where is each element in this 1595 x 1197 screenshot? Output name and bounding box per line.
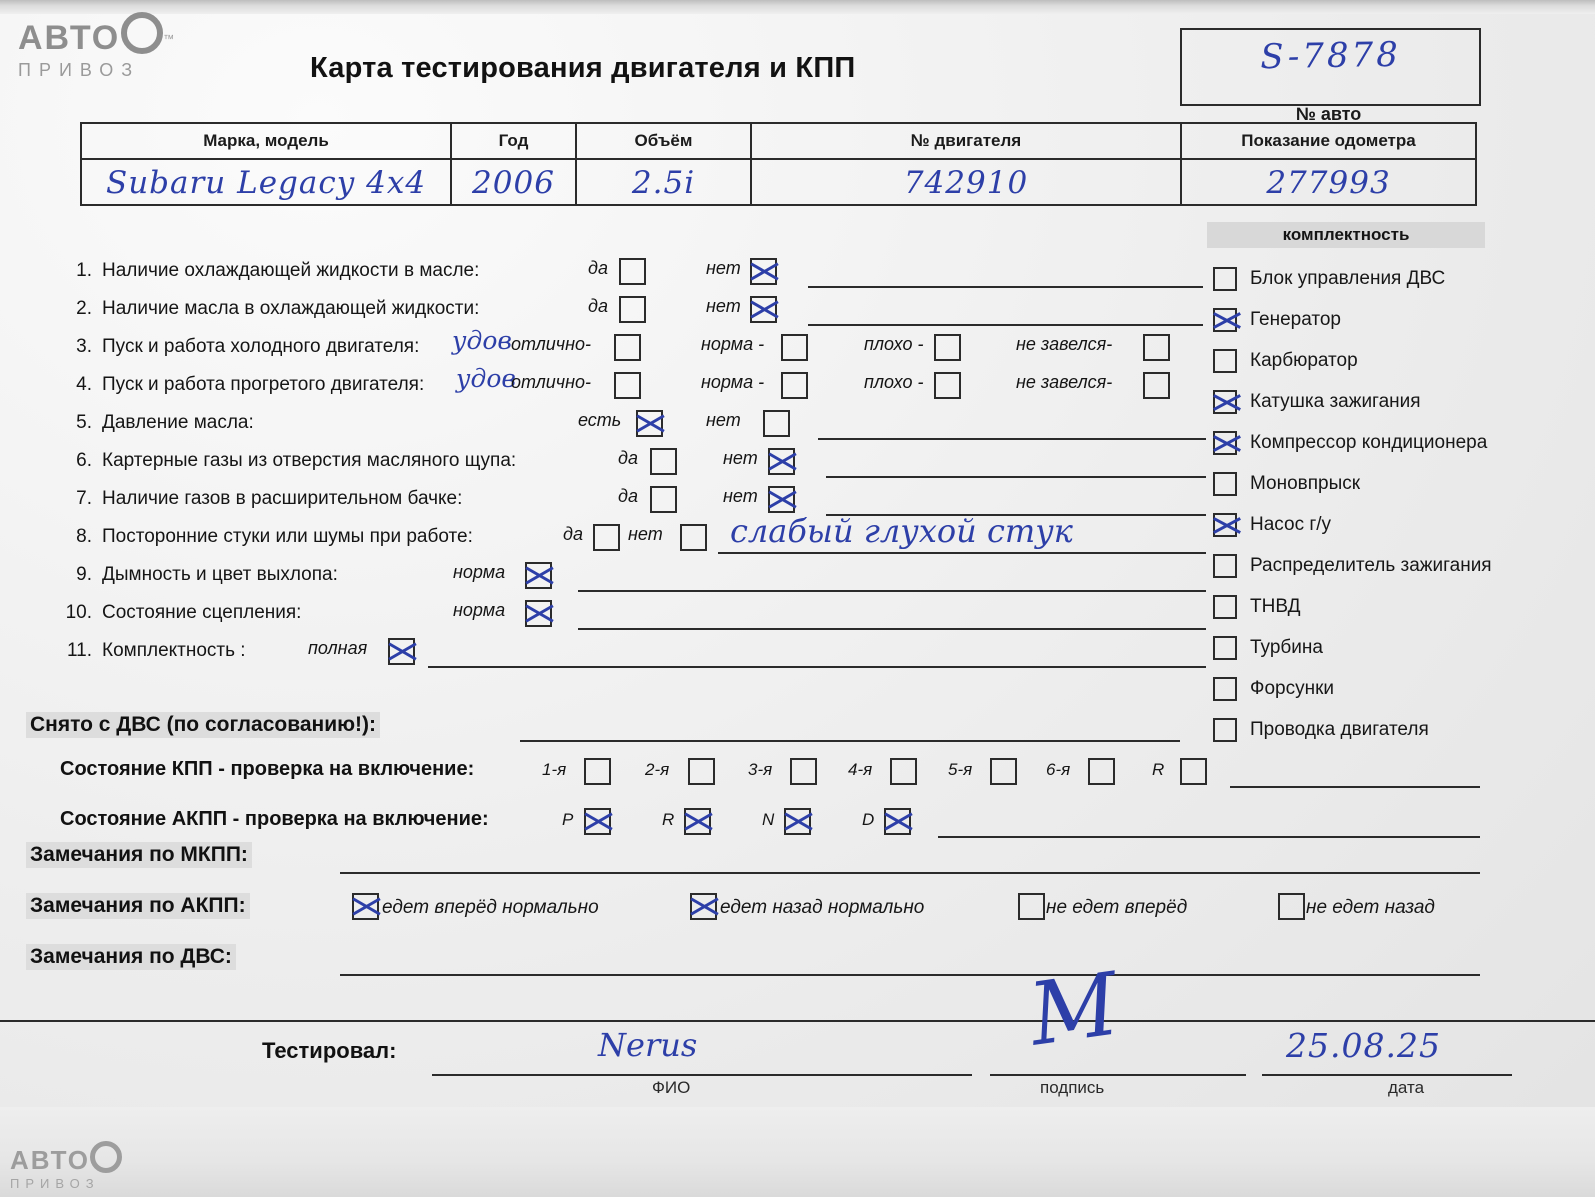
- date-value: 25.08.25: [1286, 1026, 1441, 1065]
- checkbox-4-ne-zavelsya[interactable]: [1143, 372, 1170, 399]
- list-item[interactable]: [1213, 627, 1543, 668]
- option-label-7-net: нет: [723, 486, 758, 506]
- option-label-3-plokho: плохо -: [864, 334, 924, 354]
- fio-caption: ФИО: [652, 1078, 691, 1097]
- checkbox-1-da[interactable]: [619, 258, 646, 285]
- checkbox-6-da[interactable]: [650, 448, 677, 475]
- auto-number-value: S-7878: [1259, 34, 1402, 78]
- line-8: [718, 552, 1206, 554]
- option-label-5-est: есть: [578, 410, 622, 430]
- date-caption: дата: [1388, 1078, 1425, 1097]
- item-row-6: [58, 446, 1208, 484]
- option-label-3-ne-zavelsya: не завелся-: [1016, 334, 1113, 354]
- item-number-8: 8.: [76, 526, 92, 547]
- checkbox-generator[interactable]: [1213, 308, 1237, 332]
- label-nasos-gu: Насос г/у: [1250, 513, 1332, 535]
- checkbox-raspredelitel-zazhiganiya[interactable]: [1213, 554, 1237, 578]
- remarks-mkpp-label: Замечания по МКПП:: [26, 842, 252, 868]
- item-number-5: 5.: [76, 412, 92, 433]
- item-row-10: [58, 598, 1208, 636]
- checkbox-blok-upravleniya-dvs[interactable]: [1213, 267, 1237, 291]
- label-generator: Генератор: [1250, 308, 1341, 330]
- label-drives-backward-ok: едет назад нормально: [720, 897, 925, 918]
- checkbox-4-otlichno[interactable]: [614, 372, 641, 399]
- checkbox-1-net[interactable]: [750, 258, 777, 285]
- checkbox-drives-backward-ok[interactable]: [690, 893, 717, 920]
- checkbox-no-backward[interactable]: [1278, 893, 1305, 920]
- list-item[interactable]: [1213, 340, 1543, 381]
- checkbox-9-norma[interactable]: [525, 562, 552, 589]
- item-number-2: 2.: [76, 298, 92, 319]
- gear-label-5: 5-я: [948, 760, 973, 779]
- gear-label-4: 4-я: [848, 760, 873, 779]
- checkbox-3-otlichno[interactable]: [614, 334, 641, 361]
- remarks-dvs-label: Замечания по ДВС:: [26, 944, 236, 970]
- item-number-7: 7.: [76, 488, 92, 509]
- item-question-3: Пуск и работа холодного двигателя:: [102, 336, 420, 357]
- checkbox-7-net[interactable]: [768, 486, 795, 513]
- checkbox-gear-2[interactable]: [688, 758, 715, 785]
- col-header-odometer: Показание одометра: [1182, 124, 1475, 160]
- option-label-6-da: да: [618, 448, 638, 468]
- checkbox-nasos-gu[interactable]: [1213, 513, 1237, 537]
- option-label-10-norma: норма: [453, 600, 506, 620]
- item-row-1: [58, 256, 1208, 294]
- col-header-make-model: Марка, модель: [82, 124, 452, 160]
- checkbox-gear-6[interactable]: [1088, 758, 1115, 785]
- list-item[interactable]: [1213, 504, 1543, 545]
- line-11: [428, 666, 1206, 668]
- label-blok-upravleniya-dvs: Блок управления ДВС: [1250, 267, 1446, 289]
- checkbox-gear-4[interactable]: [890, 758, 917, 785]
- item-row-4: [58, 364, 1208, 408]
- item-number-6: 6.: [76, 450, 92, 471]
- akpp-label-r: R: [662, 810, 675, 829]
- akpp-label-n: N: [762, 810, 775, 829]
- option-label-1-da: да: [588, 258, 608, 278]
- checkbox-gear-r[interactable]: [1180, 758, 1207, 785]
- item-number-10: 10.: [65, 602, 92, 623]
- list-item[interactable]: [1213, 258, 1543, 299]
- line-6: [826, 476, 1206, 478]
- item-question-2: Наличие масла в охлаждающей жидкости:: [102, 298, 480, 319]
- option-label-8-da: да: [563, 524, 583, 544]
- line-5: [818, 438, 1206, 440]
- auto-number-label: № авто: [1295, 104, 1362, 124]
- page-title: Карта тестирования двигателя и КПП: [310, 52, 856, 84]
- watermark-subbrand-top: ПРИВОЗ: [18, 60, 141, 80]
- inspection-items: [58, 256, 1208, 674]
- option-label-4-norma: норма -: [701, 372, 765, 392]
- label-monovprysk: Моновпрыск: [1250, 472, 1361, 494]
- signature-line: [990, 1074, 1246, 1076]
- watermark-logo-bottom: [10, 1141, 122, 1191]
- list-item[interactable]: [1213, 545, 1543, 586]
- option-label-2-net: нет: [706, 296, 741, 316]
- checkbox-gear-5[interactable]: [990, 758, 1017, 785]
- remarks-dvs-line: [340, 974, 1480, 976]
- checkbox-gear-3[interactable]: [790, 758, 817, 785]
- label-drives-forward-ok: едет вперёд нормально: [382, 897, 599, 918]
- checkbox-3-norma[interactable]: [781, 334, 808, 361]
- handwritten-note-4: удов: [456, 364, 516, 393]
- handwritten-note-3: удов: [452, 326, 512, 355]
- remarks-mkpp-line: [340, 872, 1480, 874]
- checkbox-katushka-zazhiganiya[interactable]: [1213, 390, 1237, 414]
- checkbox-monovprysk[interactable]: [1213, 472, 1237, 496]
- removed-from-engine-line: [520, 740, 1180, 742]
- checkbox-5-est[interactable]: [636, 410, 663, 437]
- mkpp-state-label: Состояние КПП - проверка на включение:: [60, 758, 475, 780]
- value-year: 2006: [472, 165, 555, 201]
- checkbox-5-net[interactable]: [763, 410, 790, 437]
- list-item[interactable]: [1213, 668, 1543, 709]
- option-label-6-net: нет: [723, 448, 758, 468]
- gear-label-3: 3-я: [748, 760, 773, 779]
- item-number-4: 4.: [76, 374, 92, 395]
- option-label-3-otlichno: отлично-: [511, 334, 591, 354]
- checkbox-11-polnaya[interactable]: [388, 638, 415, 665]
- checkbox-drives-forward-ok[interactable]: [352, 893, 379, 920]
- option-label-11-polnaya: полная: [308, 638, 368, 658]
- mkpp-line: [1230, 786, 1480, 788]
- signature-caption: подпись: [1040, 1078, 1105, 1097]
- option-label-4-otlichno: отлично-: [511, 372, 591, 392]
- date-line: [1262, 1074, 1512, 1076]
- handwritten-note-8: слабый глухой стук: [730, 512, 1073, 550]
- checkbox-3-plokho[interactable]: [934, 334, 961, 361]
- checkbox-2-da[interactable]: [619, 296, 646, 323]
- checkbox-tnvd[interactable]: [1213, 595, 1237, 619]
- checkbox-akpp-d[interactable]: [884, 808, 911, 835]
- cell-engine-number: [752, 160, 1182, 206]
- item-question-6: Картерные газы из отверстия масляного щупа:: [102, 450, 517, 471]
- checkbox-gear-1[interactable]: [584, 758, 611, 785]
- watermark-ring-icon: [121, 12, 163, 54]
- label-karbyurator: Карбюратор: [1250, 349, 1358, 371]
- cell-year: [452, 160, 577, 206]
- item-number-11: 11.: [66, 640, 92, 661]
- watermark-brand-top: АВТО: [18, 19, 121, 57]
- checkbox-provodka-dvigatelya[interactable]: [1213, 718, 1237, 742]
- line-10: [578, 628, 1206, 630]
- value-odometer: 277993: [1266, 165, 1391, 201]
- footer-divider: [0, 1020, 1595, 1022]
- item-row-11: [58, 636, 1208, 674]
- tested-by-label: Тестировал:: [262, 1038, 397, 1063]
- label-kompressor-konditsionera: Компрессор кондиционера: [1250, 431, 1488, 453]
- label-provodka-dvigatelya: Проводка двигателя: [1250, 718, 1429, 740]
- checkbox-6-net[interactable]: [768, 448, 795, 475]
- checkbox-no-forward[interactable]: [1018, 893, 1045, 920]
- watermark-logo-top: [18, 12, 178, 82]
- list-item[interactable]: [1213, 709, 1543, 750]
- option-label-3-norma: норма -: [701, 334, 765, 354]
- option-label-7-da: да: [618, 486, 638, 506]
- option-label-9-norma: норма: [453, 562, 506, 582]
- item-question-4: Пуск и работа прогретого двигателя:: [102, 374, 425, 395]
- item-question-5: Давление масла:: [102, 412, 254, 433]
- paper-bottom-edge: [0, 1107, 1595, 1197]
- watermark-brand-bottom: АВТО: [10, 1145, 91, 1175]
- fio-value: Nerus: [598, 1026, 698, 1064]
- col-header-volume: Объём: [577, 124, 752, 160]
- label-no-forward: не едет вперёд: [1046, 897, 1188, 918]
- item-number-1: 1.: [76, 260, 92, 281]
- line-9: [578, 590, 1206, 592]
- cell-make-model: [82, 160, 452, 206]
- auto-number-box: [1180, 28, 1481, 106]
- option-label-4-plokho: плохо -: [864, 372, 924, 392]
- checkbox-kompressor-konditsionera[interactable]: [1213, 431, 1237, 455]
- signature-value: М: [1023, 954, 1125, 1066]
- komplektnost-heading: комплектность: [1207, 222, 1485, 248]
- komplektnost-list: [1213, 258, 1543, 750]
- watermark-subbrand-bottom: ПРИВОЗ: [10, 1176, 100, 1191]
- akpp-label-p: P: [562, 810, 574, 829]
- cell-volume: [577, 160, 752, 206]
- checkbox-forsunki[interactable]: [1213, 677, 1237, 701]
- line-2: [808, 324, 1203, 326]
- label-tnvd: ТНВД: [1250, 595, 1301, 617]
- checkbox-akpp-p[interactable]: [584, 808, 611, 835]
- gear-label-2: 2-я: [645, 760, 670, 779]
- remarks-akpp-label: Замечания по АКПП:: [26, 893, 250, 919]
- item-number-3: 3.: [76, 336, 92, 357]
- option-label-8-net: нет: [628, 524, 663, 544]
- list-item[interactable]: [1213, 381, 1543, 422]
- list-item[interactable]: [1213, 422, 1543, 463]
- checkbox-8-da[interactable]: [593, 524, 620, 551]
- col-header-year: Год: [452, 124, 577, 160]
- item-row-2: [58, 294, 1208, 332]
- item-question-10: Состояние сцепления:: [102, 602, 302, 623]
- checkbox-2-net[interactable]: [750, 296, 777, 323]
- item-question-11: Комплектность :: [102, 640, 246, 661]
- label-no-backward: не едет назад: [1306, 897, 1435, 918]
- list-item[interactable]: [1213, 463, 1543, 504]
- checkbox-7-da[interactable]: [650, 486, 677, 513]
- checkbox-akpp-n[interactable]: [784, 808, 811, 835]
- checkbox-turbina[interactable]: [1213, 636, 1237, 660]
- item-row-3: [58, 326, 1208, 370]
- checkbox-8-net[interactable]: [680, 524, 707, 551]
- removed-from-engine-label: Снято с ДВС (по согласованию!):: [26, 712, 380, 738]
- list-item[interactable]: [1213, 586, 1543, 627]
- item-number-9: 9.: [76, 564, 92, 585]
- label-katushka-zazhiganiya: Катушка зажигания: [1250, 390, 1421, 412]
- checkbox-10-norma[interactable]: [525, 600, 552, 627]
- item-question-1: Наличие охлаждающей жидкости в масле:: [102, 260, 480, 281]
- line-1: [808, 286, 1203, 288]
- checkbox-3-ne-zavelsya[interactable]: [1143, 334, 1170, 361]
- watermark-ring-icon-2: [90, 1141, 122, 1173]
- vehicle-header-table: [80, 122, 1477, 206]
- value-engine-number: 742910: [903, 165, 1029, 201]
- akpp-line: [938, 836, 1480, 838]
- akpp-label-d: D: [862, 810, 875, 829]
- value-make-model: Subaru Legacy 4x4: [105, 165, 427, 201]
- gear-label-r: R: [1152, 760, 1165, 779]
- checkbox-akpp-r[interactable]: [684, 808, 711, 835]
- cell-odometer: [1182, 160, 1475, 206]
- watermark-tm: ™: [163, 33, 175, 46]
- item-question-8: Посторонние стуки или шумы при работе:: [102, 526, 473, 547]
- label-turbina: Турбина: [1250, 636, 1323, 658]
- akpp-state-label: Состояние АКПП - проверка на включение:: [60, 808, 489, 830]
- checkbox-karbyurator[interactable]: [1213, 349, 1237, 373]
- gear-label-1: 1-я: [542, 760, 567, 779]
- paper-top-edge: [0, 0, 1595, 14]
- fio-line: [432, 1074, 972, 1076]
- option-label-5-net: нет: [706, 410, 741, 430]
- list-item[interactable]: [1213, 299, 1543, 340]
- value-volume: 2.5i: [631, 165, 696, 201]
- item-row-8: [58, 512, 1208, 560]
- item-row-9: [58, 560, 1208, 598]
- col-header-engine-number: № двигателя: [752, 124, 1182, 160]
- item-question-9: Дымность и цвет выхлопа:: [102, 564, 338, 585]
- label-forsunki: Форсунки: [1250, 677, 1334, 699]
- item-row-5: [58, 408, 1208, 446]
- label-raspredelitel-zazhiganiya: Распределитель зажигания: [1250, 554, 1492, 576]
- checkbox-4-plokho[interactable]: [934, 372, 961, 399]
- option-label-4-ne-zavelsya: не завелся-: [1016, 372, 1113, 392]
- option-label-1-net: нет: [706, 258, 741, 278]
- item-question-7: Наличие газов в расширительном бачке:: [102, 488, 463, 509]
- checkbox-4-norma[interactable]: [781, 372, 808, 399]
- gear-label-6: 6-я: [1046, 760, 1071, 779]
- option-label-2-da: да: [588, 296, 608, 316]
